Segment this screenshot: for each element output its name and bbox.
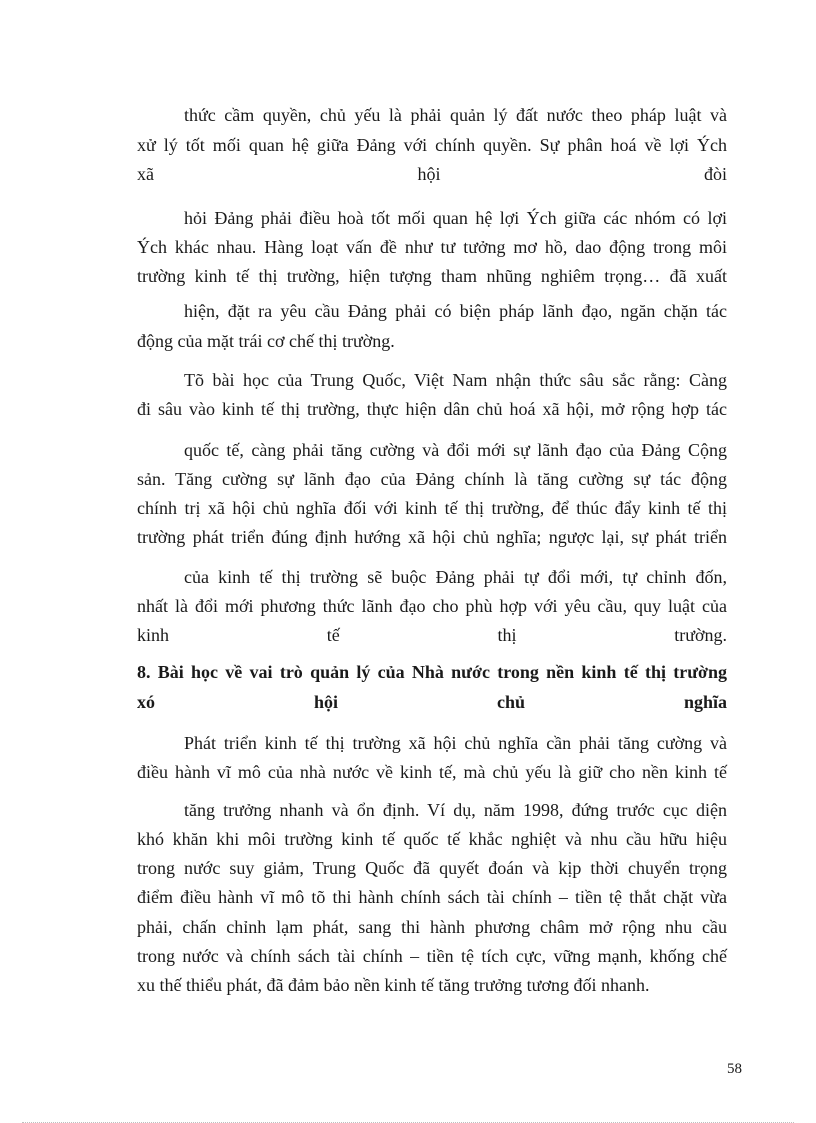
text-line: xã hội đòi [137, 164, 727, 184]
text-line: điểm điều hành vĩ mô tõ thi hành chính sách tài chính – tiền tệ thắt chặt vừa [137, 887, 727, 907]
text-line: xử lý tốt mối quan hệ giữa Đảng với chính quyền. Sự phân hoá về lợi Ých [137, 135, 727, 155]
text-line: quốc tế, càng phải tăng cường và đổi mới sự lãnh đạo của Đảng Cộng [184, 440, 727, 460]
text-line: khó khăn khi môi trường kinh tế quốc tế khắc nghiệt và nhu cầu hữu hiệu [137, 829, 727, 849]
text-line: đi sâu vào kinh tế thị trường, thực hiện dân chủ hoá xã hội, mở rộng hợp tác [137, 399, 727, 419]
text-line: trong nước suy giảm, Trung Quốc đã quyết đoán và kịp thời chuyển trọng [137, 858, 727, 878]
text-line: phải, chấn chỉnh lạm phát, sang thi hành phương châm mở rộng nhu cầu [137, 917, 727, 937]
text-line: trường kinh tế thị trường, hiện tượng tham nhũng nghiêm trọng… đã xuất [137, 266, 727, 286]
text-line: hỏi Đảng phải điều hoà tốt mối quan hệ lợi Ých giữa các nhóm có lợi [184, 208, 727, 228]
text-line: chính trị xã hội chủ nghĩa đối với kinh tế thị trường, để thúc đẩy kinh tế thị [137, 498, 727, 518]
text-line: xu thế thiểu phát, đã đảm bảo nền kinh tế tăng trưởng tương đối nhanh. [137, 975, 650, 995]
page-number: 58 [727, 1061, 742, 1077]
text-line: Phát triển kinh tế thị trường xã hội chủ nghĩa cần phải tăng cường và [184, 733, 727, 753]
text-line: của kinh tế thị trường sẽ buộc Đảng phải tự đổi mới, tự chỉnh đốn, [184, 567, 727, 587]
text-line: sản. Tăng cường sự lãnh đạo của Đảng chính là tăng cường sự tác động [137, 469, 727, 489]
text-line: điều hành vĩ mô của nhà nước về kinh tế, mà chủ yếu là giữ cho nền kinh tế [137, 762, 727, 782]
text-line: thức cầm quyền, chủ yếu là phải quản lý đất nước theo pháp luật và [184, 105, 727, 125]
text-line: Tõ bài học của Trung Quốc, Việt Nam nhận thức sâu sắc rằng: Càng [184, 370, 727, 390]
section-heading: 8. Bài học về vai trò quản lý của Nhà nước trong nền kinh tế thị trường [137, 662, 727, 682]
text-line: trong nước và chính sách tài chính – tiền tệ tích cực, vững mạnh, khống chế [137, 946, 727, 966]
text-line: hiện, đặt ra yêu cầu Đảng phải có biện pháp lãnh đạo, ngăn chặn tác [184, 301, 727, 321]
text-line: tăng trưởng nhanh và ổn định. Ví dụ, năm 1998, đứng trước cục diện [184, 800, 727, 820]
text-line: Ých khác nhau. Hàng loạt vấn đề như tư tưởng mơ hồ, dao động trong môi [137, 237, 727, 257]
section-heading: xó hội chủ nghĩa [137, 692, 727, 712]
text-line: kinh tế thị trường. [137, 625, 727, 645]
text-line: trường phát triển đúng định hướng xã hội chủ nghĩa; ngược lại, sự phát triển [137, 527, 727, 547]
text-line: nhất là đổi mới phương thức lãnh đạo cho phù hợp với yêu cầu, quy luật của [137, 596, 727, 616]
text-line: động của mặt trái cơ chế thị trường. [137, 331, 395, 351]
